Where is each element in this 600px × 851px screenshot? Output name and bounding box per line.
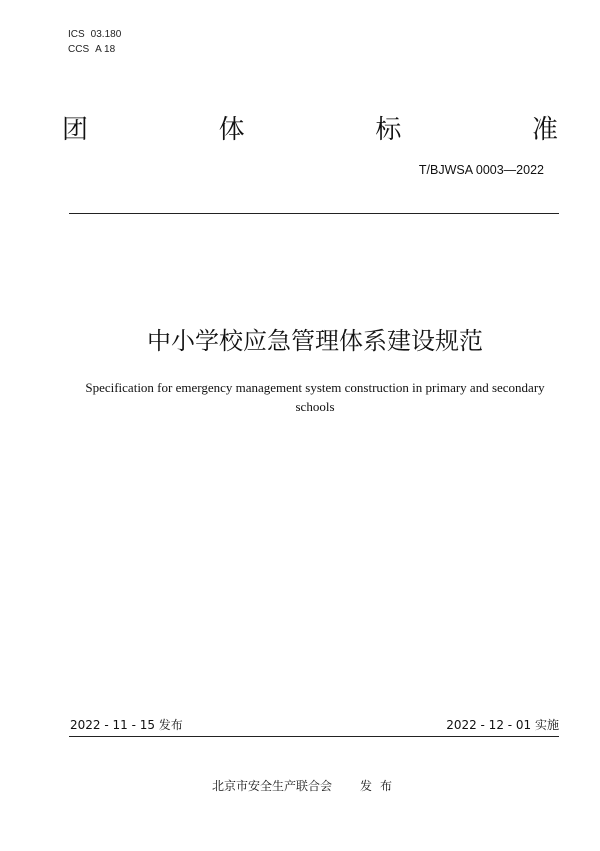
document-type-char: 体 [218,115,245,145]
document-type-char: 标 [375,115,402,145]
ccs-label: CCS [68,44,90,55]
ics-code: 03.180 [90,29,122,40]
top-divider [69,213,559,214]
ccs-code: A 18 [95,44,116,55]
document-type-heading [62,115,558,145]
document-type-char: 准 [531,115,558,145]
ics-classification [68,29,121,41]
english-title: Specification for emergency management system construction in primary and secondary schools [85,380,545,414]
publish-action: 发布 [360,779,401,793]
publisher-name: 北京市安全生产联合会 [211,779,332,793]
publisher-line [0,778,600,794]
ics-label: ICS [68,29,85,40]
document-number: T/BJWSA 0003—2022 [418,163,544,177]
bottom-divider [69,736,559,737]
ccs-classification [68,44,115,56]
chinese-title: 中小学校应急管理体系建设规范 [147,327,483,355]
document-type-char: 团 [62,115,89,145]
implementation-date: 2022 - 12 - 01 实施 [446,718,559,732]
issue-date: 2022 - 11 - 15 发布 [70,718,183,732]
